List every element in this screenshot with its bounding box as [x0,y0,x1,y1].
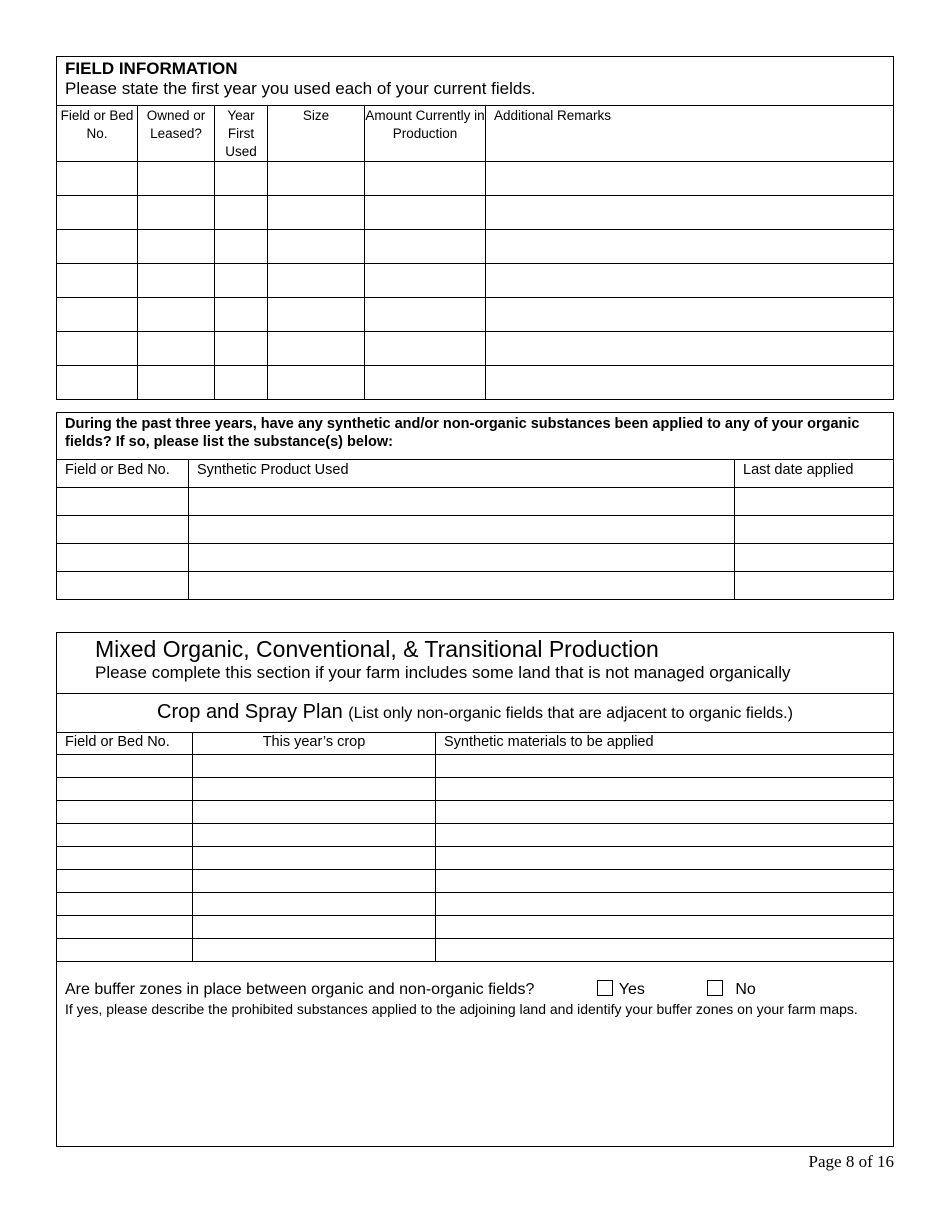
blank-entry-cell[interactable] [193,755,436,778]
synthetic-rows [57,488,894,600]
blank-entry-cell[interactable] [215,196,268,230]
blank-entry-cell[interactable] [193,847,436,870]
blank-entry-cell[interactable] [57,939,193,962]
blank-entry-cell[interactable] [215,162,268,196]
blank-entry-cell[interactable] [193,939,436,962]
table-row [57,778,894,801]
blank-entry-cell[interactable] [193,870,436,893]
synthetic-question: During the past three years, have any synthetic and/or non-organic substances been applied to any of your organic fields? If so, please list the substance(s) below: [57,413,894,460]
blank-entry-cell[interactable] [365,264,486,298]
blank-entry-cell[interactable] [436,801,894,824]
blank-entry-cell[interactable] [189,488,735,516]
table-row [57,264,894,298]
yes-option[interactable] [597,980,645,1000]
table-row [57,230,894,264]
blank-entry-cell[interactable] [486,332,894,366]
blank-entry-cell[interactable] [436,916,894,939]
blank-entry-cell[interactable] [57,755,193,778]
crop-plan-rows [57,755,894,962]
blank-entry-cell[interactable] [138,264,215,298]
buffer-note: If yes, please describe the prohibited substances applied to the adjoining land and identify your buffer zones on your farm maps. [65,1001,858,1017]
col-synthetic-product: Synthetic Product Used [189,460,735,488]
blank-entry-cell[interactable] [735,572,894,600]
blank-entry-cell[interactable] [193,824,436,847]
col-this-years-crop: This year’s crop [193,733,436,755]
blank-entry-cell[interactable] [57,488,189,516]
blank-entry-cell[interactable] [436,755,894,778]
blank-entry-cell[interactable] [486,230,894,264]
blank-entry-cell[interactable] [268,162,365,196]
blank-entry-cell[interactable] [57,230,138,264]
blank-entry-cell[interactable] [268,366,365,400]
blank-entry-cell[interactable] [436,870,894,893]
blank-entry-cell[interactable] [436,893,894,916]
blank-entry-cell[interactable] [365,196,486,230]
table-row [57,544,894,572]
mixed-subtitle: Please complete this section if your farm includes some land that is not managed organically [95,663,791,682]
blank-entry-cell[interactable] [486,162,894,196]
no-option[interactable] [707,980,755,1000]
blank-entry-cell[interactable] [436,847,894,870]
col-owned-leased: Owned or Leased? [138,106,215,162]
table-row [57,801,894,824]
table-row [57,332,894,366]
table-row [57,516,894,544]
no-checkbox[interactable] [707,980,723,996]
blank-entry-cell[interactable] [57,516,189,544]
table-row [57,572,894,600]
col-additional-remarks: Additional Remarks [486,106,894,162]
blank-entry-cell[interactable] [486,298,894,332]
col-field-bed-no: Field or Bed No. [57,460,189,488]
blank-entry-cell[interactable] [193,778,436,801]
blank-entry-cell[interactable] [215,366,268,400]
blank-entry-cell[interactable] [138,366,215,400]
blank-entry-cell[interactable] [193,893,436,916]
col-year-first-used: Year First Used [215,106,268,162]
crop-plan-title: Crop and Spray Plan [157,701,343,723]
table-row [57,916,894,939]
yes-checkbox[interactable] [597,980,613,996]
blank-entry-cell[interactable] [138,196,215,230]
field-info-header [57,57,894,106]
blank-entry-cell[interactable] [57,847,193,870]
blank-entry-cell[interactable] [436,824,894,847]
table-row [57,298,894,332]
table-row [57,196,894,230]
blank-entry-cell[interactable] [57,824,193,847]
blank-entry-cell[interactable] [486,196,894,230]
blank-entry-cell[interactable] [365,230,486,264]
table-row [57,162,894,196]
blank-entry-cell[interactable] [365,298,486,332]
synthetic-substances-table [56,412,894,600]
blank-entry-cell[interactable] [486,366,894,400]
col-field-bed-no: Field or Bed No. [57,733,193,755]
buffer-zone-section [57,962,894,1147]
blank-entry-cell[interactable] [193,916,436,939]
blank-entry-cell[interactable] [268,230,365,264]
blank-entry-cell[interactable] [436,939,894,962]
col-amount-in-production: Amount Currently in Production [365,106,486,162]
blank-entry-cell[interactable] [189,516,735,544]
blank-entry-cell[interactable] [268,298,365,332]
col-synthetic-materials: Synthetic materials to be applied [436,733,894,755]
blank-entry-cell[interactable] [735,488,894,516]
blank-entry-cell[interactable] [436,778,894,801]
crop-plan-note: (List only non-organic fields that are adjacent to organic fields.) [348,705,793,722]
blank-entry-cell[interactable] [365,332,486,366]
table-row [57,847,894,870]
blank-entry-cell[interactable] [57,366,138,400]
blank-entry-cell[interactable] [57,196,138,230]
blank-entry-cell[interactable] [57,544,189,572]
blank-entry-cell[interactable] [57,801,193,824]
blank-entry-cell[interactable] [138,230,215,264]
blank-entry-cell[interactable] [57,332,138,366]
col-size: Size [268,106,365,162]
blank-entry-cell[interactable] [486,264,894,298]
field-information-table [56,56,894,400]
mixed-production-table [56,632,894,1147]
mixed-title: Mixed Organic, Conventional, & Transitional Production [95,636,659,662]
blank-entry-cell[interactable] [57,916,193,939]
table-row [57,893,894,916]
table-row [57,755,894,778]
blank-entry-cell[interactable] [735,516,894,544]
blank-entry-cell[interactable] [57,572,189,600]
blank-entry-cell[interactable] [57,298,138,332]
blank-entry-cell[interactable] [57,893,193,916]
field-info-rows [57,162,894,400]
blank-entry-cell[interactable] [138,298,215,332]
blank-entry-cell[interactable] [215,230,268,264]
field-info-subtitle: Please state the first year you used each of your current fields. [65,79,536,98]
blank-entry-cell[interactable] [138,162,215,196]
crop-spray-plan-header [57,694,894,733]
field-info-title: FIELD INFORMATION [65,59,238,78]
blank-entry-cell[interactable] [268,264,365,298]
blank-entry-cell[interactable] [189,572,735,600]
table-row [57,824,894,847]
col-last-date-applied: Last date applied [735,460,894,488]
blank-entry-cell[interactable] [57,778,193,801]
table-row [57,870,894,893]
blank-entry-cell[interactable] [215,332,268,366]
blank-entry-cell[interactable] [735,544,894,572]
mixed-header [57,633,894,694]
buffer-question: Are buffer zones in place between organic and non-organic fields? [65,981,535,998]
blank-entry-cell[interactable] [138,332,215,366]
blank-entry-cell[interactable] [193,801,436,824]
table-row [57,366,894,400]
blank-entry-cell[interactable] [57,162,138,196]
blank-entry-cell[interactable] [189,544,735,572]
blank-entry-cell[interactable] [365,162,486,196]
blank-entry-cell[interactable] [365,366,486,400]
blank-entry-cell[interactable] [57,264,138,298]
yes-label: Yes [618,981,645,998]
blank-entry-cell[interactable] [57,870,193,893]
blank-entry-cell[interactable] [215,298,268,332]
page-number: Page 8 of 16 [808,1152,894,1171]
table-row [57,488,894,516]
no-label: No [735,981,756,998]
table-row [57,939,894,962]
col-field-bed-no: Field or Bed No. [57,106,138,162]
blank-entry-cell[interactable] [268,332,365,366]
blank-entry-cell[interactable] [268,196,365,230]
blank-entry-cell[interactable] [215,264,268,298]
